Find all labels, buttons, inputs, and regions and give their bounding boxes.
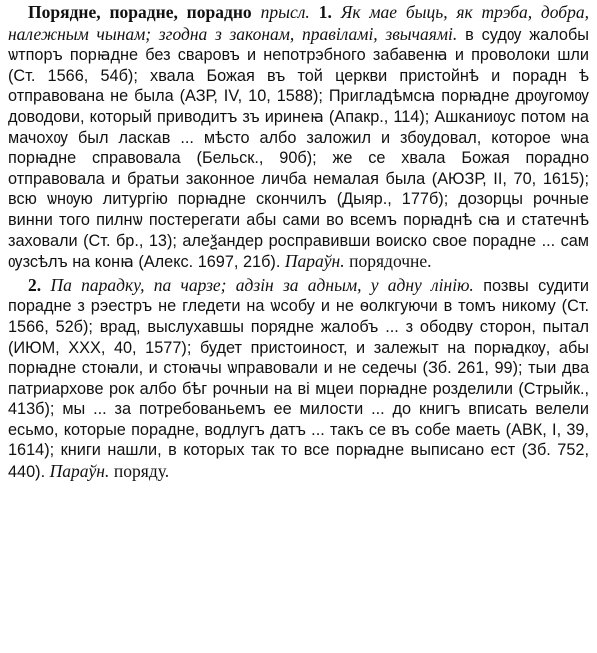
sense-2-gloss: Па парадку, па чарзе; адзін за адным, у адну лінію. — [50, 274, 474, 295]
sense-1-xref-word: порядочне. — [349, 251, 432, 272]
sense-1-gloss: Як мае быць, як трэба, добра, належным чынам; згодна з законам, правіламі, звычаямі. — [8, 2, 589, 44]
sense-1-paragraph — [8, 2, 589, 273]
sense-2-xref-word: поряду. — [113, 461, 170, 482]
part-of-speech: прысл. — [260, 2, 310, 22]
sense-2-xref-label: Параўн. — [49, 461, 110, 482]
sense-2-citations: позвы судити порадне з рэестръ не гледети на ѡсобу и не ѳолкгуючи в томъ никому (Ст. 1566, 52б); врад, выслухавшы порядне жалобъ ... з ободву сторон, пытал (ИЮМ, XXX, 40, 1577); будет пристоиност, и залежыт на порꙗдкѹ, абы порꙗдне стоꙗли, и стоꙗчы ѡправовали и не седечы (Зб. 261, 99); тыи два патриархове рок албо бѣг рочныи на ві мцеи порꙗдне розделили (Стрыйк., 413б); мы ... за потребованьемъ ее милости ... до книгъ вписать велели есьмо, которые порадне, водлугъ датъ ... такъ се въ собе маеть (АВК, I, 39, 1614); книги нашли, в которых так то все порꙗдне выписано ест (Зб. 752, 440). — [8, 276, 589, 482]
sense-2-number: 2. — [28, 274, 42, 295]
sense-2-paragraph — [8, 275, 589, 483]
dictionary-entry — [8, 2, 589, 483]
sense-1-number: 1. — [318, 2, 332, 22]
sense-1-xref-label: Параўн. — [284, 251, 345, 272]
sense-1-citations: в судѹ жалобы ѡтпоръ порꙗдне без сваровъ и непотрэбного забавенꙗ и проволоки шли (Ст. 1566, 54б); хвала Божая въ той церкви пристойнѣ и порадн ѣ отправована не была (АЗР, IV, 10, 1588); Пригладѣмсꙗ порꙗдне дрѹгомѹ доводови, который приводитъ зъ иринеꙗ (Апакр., 114); Ашканиѹс потом на мачохѹ был ласкав ... мѣсто албо заложил и збѹдовал, которое ѡна порꙗдне справовала (Бельск., 90б); же се хвала Божая порадно отправовала и братьи законное личба немалая была (АЮЗР, II, 70, 1615); всю ѡнѹю литургію порꙗдне скончилъ (Дыяр., 177б); дозорцы рочные винни того пилнѡ постерегати абы сами во всемъ порꙗднѣ сꙗ и статечнѣ заховали (Ст. бр., 13); алеѯандер росправивши воиско свое порадне ... сам ѹзсѣлъ на конꙗ (Алекс. 1697, 21б). — [8, 25, 589, 272]
headword: Порядне, порадне, порадно — [28, 2, 252, 22]
